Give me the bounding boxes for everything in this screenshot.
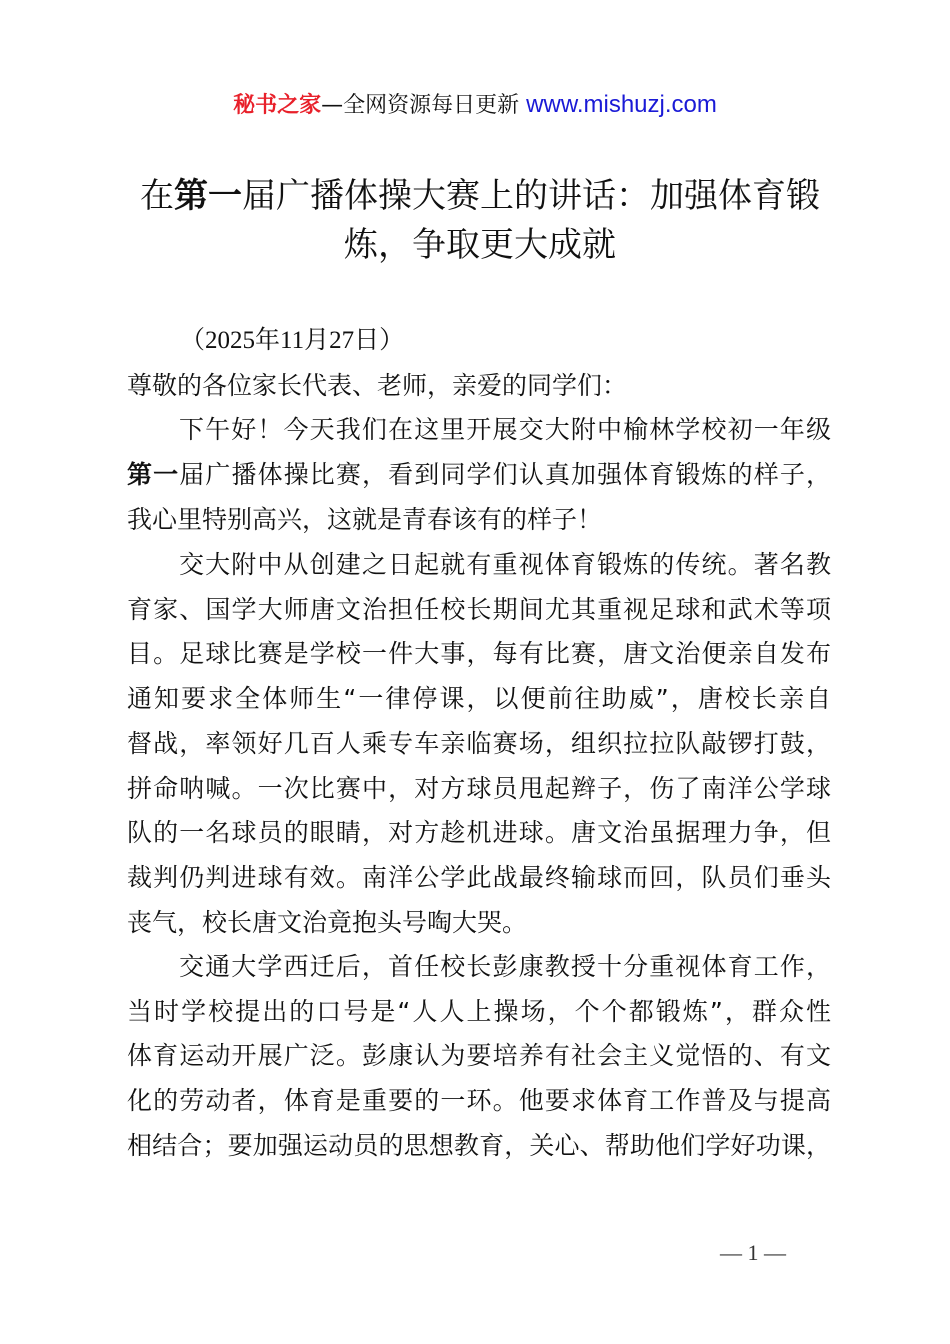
paragraph-line: 通知要求全体师生“一律停课，以便前往助威”，唐校长亲自 — [127, 684, 831, 714]
title-text: 届广播体操大赛上的讲话：加强体育锻 — [242, 176, 820, 216]
paragraph-line: 交大附中从创建之日起就有重视体育锻炼的传统。著名教 — [179, 550, 831, 579]
title-text: 在 — [140, 176, 174, 216]
title-text-line2: 炼，争取更大成就 — [344, 225, 616, 265]
header-tagline: —全网资源每日更新 — [321, 93, 527, 118]
paragraph-line: 下午好！今天我们在这里开展交大附中榆林学校初一年级 — [179, 415, 831, 444]
paragraph-line: 丧气，校长唐文治竟抱头号啕大哭。 — [127, 907, 528, 937]
bold-text: 第一 — [127, 460, 180, 489]
salutation: 尊敬的各位家长代表、老师，亲爱的同学们： — [127, 371, 628, 400]
paragraph-line: 相结合；要加强运动员的思想教育，关心、帮助他们学好功课， — [127, 1130, 831, 1160]
line-text: 届广播体操比赛，看到同学们认真加强体育锻炼的样子， — [179, 460, 831, 489]
paragraph-line: 化的劳动者，体育是重要的一环。他要求体育工作普及与提高 — [127, 1086, 831, 1116]
page-number: — 1 — — [720, 1240, 786, 1265]
paragraph-line: 我心里特别高兴，这就是青春该有的样子！ — [127, 505, 603, 534]
paragraph-line: 拼命呐喊。一次比赛中，对方球员甩起辫子，伤了南洋公学球 — [127, 773, 831, 803]
paragraph-line: 交通大学西迁后，首任校长彭康教授十分重视体育工作， — [179, 952, 831, 981]
document-title — [110, 172, 850, 270]
site-header — [0, 88, 950, 119]
site-url-link[interactable]: www.mishuzj.com — [526, 91, 717, 118]
paragraph-line: 体育运动开展广泛。彭康认为要培养有社会主义觉悟的、有文 — [127, 1041, 831, 1071]
title-bold-text: 第一 — [174, 176, 242, 216]
paragraph-line — [127, 460, 831, 490]
paragraph-line: 育家、国学大师唐文治担任校长期间尤其重视足球和武术等项 — [127, 594, 831, 624]
paragraph-line: 裁判仍判进球有效。南洋公学此战最终输球而回，队员们垂头 — [127, 862, 831, 892]
paragraph-line: 当时学校提出的口号是“人人上操场，个个都锻炼”，群众性 — [127, 996, 831, 1026]
paragraph-line: 目。足球比赛是学校一件大事，每有比赛，唐文治便亲自发布 — [127, 639, 831, 669]
brand-name: 秘书之家 — [233, 93, 322, 118]
paragraph-line: 队的一名球员的眼睛，对方趁机进球。唐文治虽据理力争，但 — [127, 818, 831, 848]
speech-date: （2025年11月27日） — [180, 327, 405, 354]
paragraph-line: 督战，率领好几百人乘专车亲临赛场，组织拉拉队敲锣打鼓， — [127, 728, 831, 758]
